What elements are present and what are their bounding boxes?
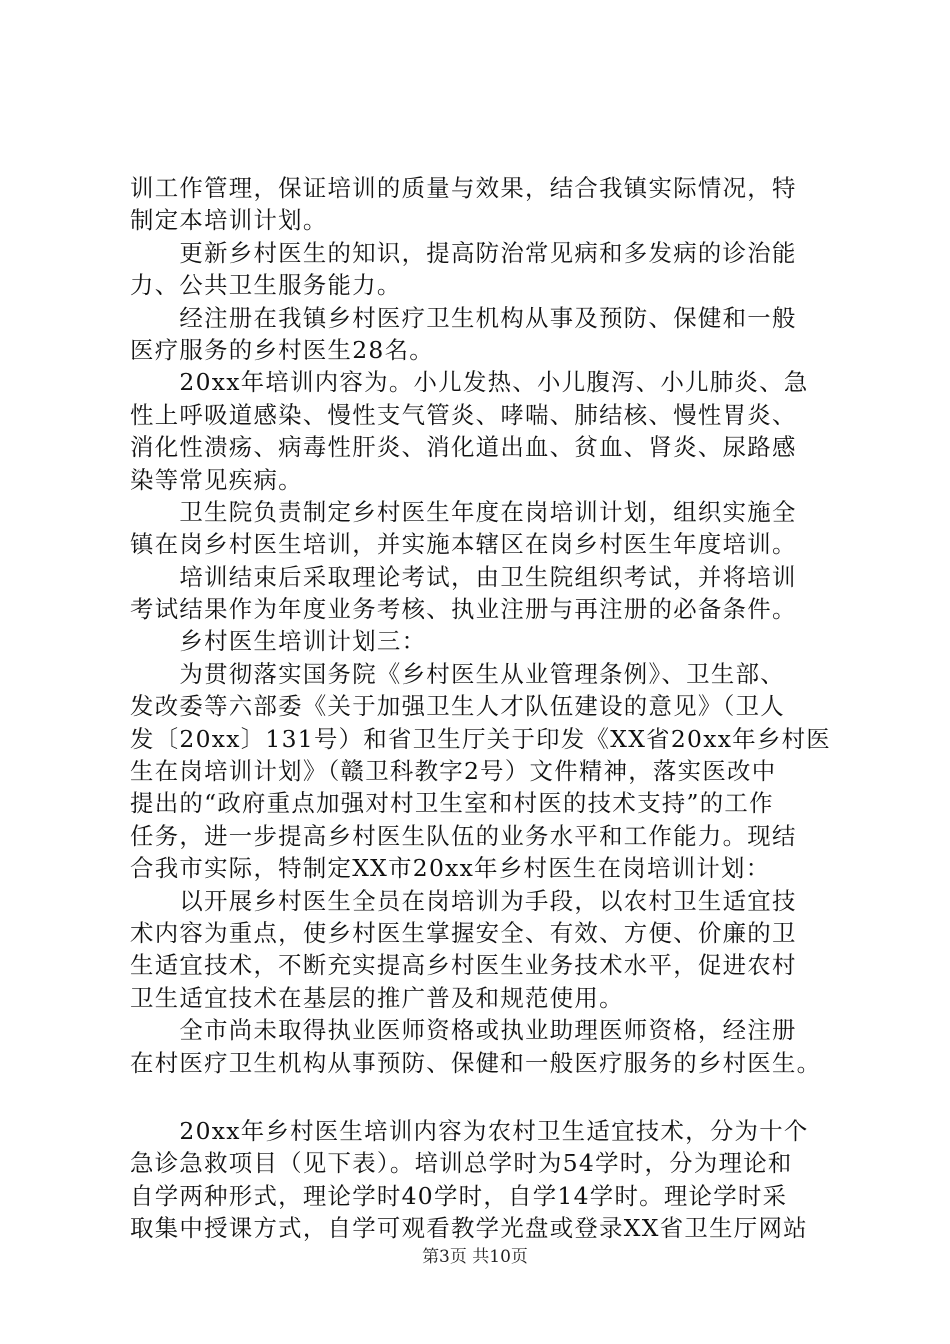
text-line: 任务，进一步提高乡村医生队伍的业务水平和工作能力。现结: [130, 821, 797, 850]
text-line: 生在岗培训计划》（赣卫科教字2号）文件精神，落实医改中: [130, 757, 777, 786]
paragraph-6: [130, 561, 846, 626]
text-line: 卫生院负责制定乡村医生年度在岗培训计划，组织实施全: [130, 497, 797, 526]
paragraph-2: [130, 237, 846, 302]
text-line: 20xx年乡村医生培训内容为农村卫生适宜技术，分为十个: [130, 1116, 809, 1145]
page-footer: 第3页 共10页: [422, 1247, 528, 1267]
text-line: 经注册在我镇乡村医疗卫生机构从事及预防、保健和一般: [130, 303, 797, 332]
paragraph-7: [130, 658, 846, 885]
text-line: 取集中授课方式，自学可观看教学光盘或登录XX省卫生厅网站: [130, 1214, 808, 1243]
paragraph-4: [130, 366, 846, 496]
body-text: [130, 172, 846, 1245]
text-line: 医疗服务的乡村医生28名。: [130, 335, 434, 364]
text-line: 发〔20xx〕131号）和省卫生厅关于印发《XX省20xx年乡村医: [130, 724, 831, 753]
paragraph-3: [130, 302, 846, 367]
text-line: 在村医疗卫生机构从事预防、保健和一般医疗服务的乡村医生。: [130, 1048, 822, 1077]
text-line: 合我市实际，特制定XX市20xx年乡村医生在岗培训计划：: [130, 854, 771, 883]
paragraph-8: [130, 885, 846, 1015]
paragraph-10: [130, 1115, 846, 1245]
text-line: 乡村医生培训计划三：: [130, 627, 427, 656]
text-line: 全市尚未取得执业医师资格或执业助理医师资格，经注册: [130, 1016, 797, 1045]
text-line: 镇在岗乡村医生培训，并实施本辖区在岗乡村医生年度培训。: [130, 530, 797, 559]
text-line: 消化性溃疡、病毒性肝炎、消化道出血、贫血、肾炎、尿路感: [130, 433, 797, 462]
text-line: 以开展乡村医生全员在岗培训为手段，以农村卫生适宜技: [130, 886, 797, 915]
text-line: 训工作管理，保证培训的质量与效果，结合我镇实际情况，特: [130, 174, 797, 202]
text-line: 急诊急救项目（见下表）。培训总学时为54学时，分为理论和: [130, 1149, 793, 1178]
text-line: 术内容为重点，使乡村医生掌握安全、有效、方便、价廉的卫: [130, 918, 797, 947]
paragraph-9: [130, 1014, 846, 1079]
paragraph-gap: [130, 1079, 846, 1115]
text-line: 更新乡村医生的知识，提高防治常见病和多发病的诊治能: [130, 238, 797, 267]
text-line: 为贯彻落实国务院《乡村医生从业管理条例》、卫生部、: [130, 659, 785, 688]
text-line: 染等常见疾病。: [130, 465, 303, 494]
text-line: 20xx年培训内容为。小儿发热、小儿腹泻、小儿肺炎、急: [130, 368, 809, 397]
text-line: 提出的“政府重点加强对村卫生室和村医的技术支持”的工作: [130, 789, 774, 818]
text-line: 卫生适宜技术在基层的推广普及和规范使用。: [130, 983, 624, 1012]
text-line: 力、公共卫生服务能力。: [130, 271, 402, 300]
text-line: 考试结果作为年度业务考核、执业注册与再注册的必备条件。: [130, 595, 797, 624]
text-line: 性上呼吸道感染、慢性支气管炎、哮喘、肺结核、慢性胃炎、: [130, 400, 797, 429]
text-line: 培训结束后采取理论考试，由卫生院组织考试，并将培训: [130, 562, 797, 591]
text-line: 发改委等六部委《关于加强卫生人才队伍建设的意见》（卫人: [130, 692, 785, 721]
text-line: 自学两种形式，理论学时40学时，自学14学时。理论学时采: [130, 1181, 788, 1210]
paragraph-5: [130, 496, 846, 561]
text-line: 制定本培训计划。: [130, 206, 328, 235]
paragraph-1: [130, 172, 846, 237]
section-heading: [130, 625, 846, 657]
text-line: 生适宜技术，不断充实提高乡村医生业务技术水平，促进农村: [130, 951, 797, 980]
